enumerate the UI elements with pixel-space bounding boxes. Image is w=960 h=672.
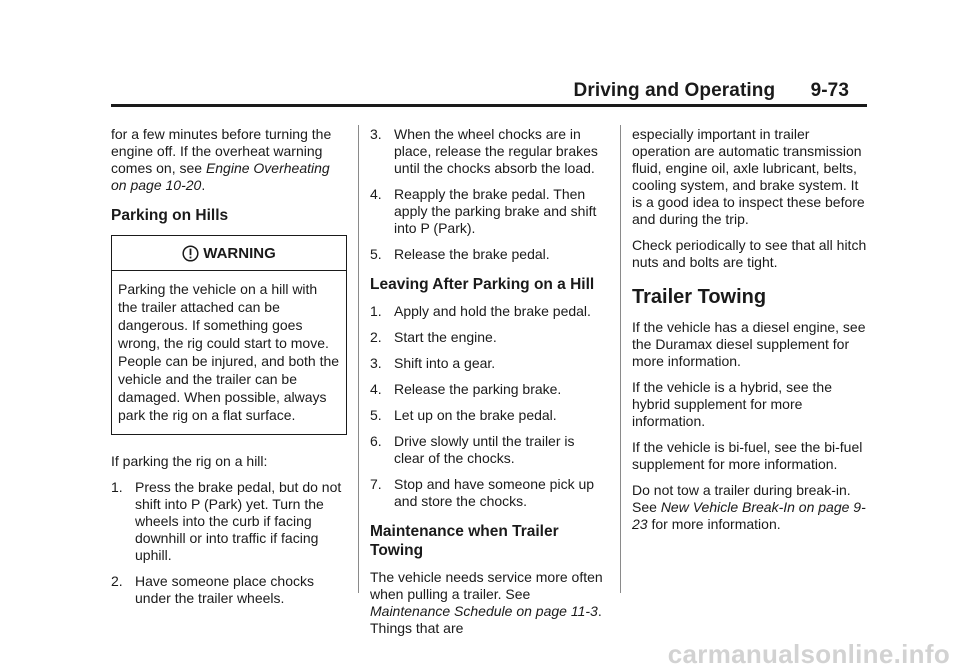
- list-item: 4. Reapply the brake pedal. Then apply the parking brake and shift into P (Park).: [370, 186, 597, 236]
- list-item: 2. Have someone place chocks under the trailer wheels.: [111, 573, 314, 606]
- warning-exclamation-icon: [182, 245, 199, 262]
- warning-body: Parking the vehicle on a hill with the trailer attached can be dangerous. If something goes wrong, the rig could start to move. People can be injured, and both the vehicle and the trailer can be damaged. When possible, always park the rig on a flat surface.: [118, 281, 340, 423]
- hill-parking-steps: [111, 479, 347, 607]
- page-number: 9-73: [810, 80, 849, 101]
- hill-parking-steps-cont: [370, 126, 606, 263]
- list-item: 5. Let up on the brake pedal.: [370, 407, 557, 423]
- new-vehicle-breakin-ref[interactable]: New Vehicle Break-In on page 9-23: [632, 499, 866, 532]
- heading-leaving-after-parking: Leaving After Parking on a Hill: [370, 276, 595, 293]
- intro-paragraph: for a few minutes before turning the engine off. If the overheat warning comes on, see Engine Overheating on page 10-20.: [111, 126, 332, 193]
- warning-box: [111, 235, 347, 435]
- list-item: 3. Shift into a gear.: [370, 355, 496, 371]
- watermark: carmanualsonline.info: [667, 639, 950, 669]
- list-item: 1. Press the brake pedal, but do not shift into P (Park) yet. Turn the wheels into the curb if facing downhill or into traffic if facing uphill.: [111, 479, 342, 563]
- hill-lead-text: If parking the rig on a hill:: [111, 453, 268, 469]
- header-rule: [111, 104, 867, 107]
- hybrid-paragraph: If the vehicle is a hybrid, see the hybrid supplement for more information.: [632, 379, 832, 429]
- warning-header: [112, 236, 346, 271]
- engine-overheating-ref[interactable]: Engine Overheating on page 10-20: [111, 160, 330, 193]
- list-item: 2. Start the engine.: [370, 329, 497, 345]
- breakin-paragraph: Do not tow a trailer during break-in. See New Vehicle Break-In on page 9-23 for more information.: [632, 482, 866, 532]
- list-item: 4. Release the parking brake.: [370, 381, 562, 397]
- column-divider-1: [358, 125, 359, 593]
- maintenance-schedule-ref[interactable]: Maintenance Schedule on page 11-3: [370, 603, 598, 619]
- diesel-paragraph: If the vehicle has a diesel engine, see the Duramax diesel supplement for more information.: [632, 319, 866, 369]
- column-divider-2: [620, 125, 621, 593]
- maintenance-continued: especially important in trailer operation are automatic transmission fluid, engine oil, axle lubricant, belts, cooling system, and brake system. It is a good idea to inspect these before and during the trip.: [632, 126, 865, 227]
- section-title: Driving and Operating: [573, 80, 776, 101]
- list-item: 5. Release the brake pedal.: [370, 246, 550, 262]
- maintenance-paragraph: The vehicle needs service more often when pulling a trailer. See Maintenance Schedule on page 11-3. Things that are: [370, 569, 603, 636]
- page-header: [574, 80, 849, 102]
- list-item: 7. Stop and have someone pick up and store the chocks.: [370, 476, 595, 509]
- heading-parking-on-hills: Parking on Hills: [111, 207, 229, 224]
- list-item: 3. When the wheel chocks are in place, release the regular brakes until the chocks absorb the load.: [370, 126, 598, 176]
- column-3: [632, 126, 868, 542]
- leaving-steps: [370, 303, 606, 510]
- column-1: [111, 126, 347, 616]
- hitch-check-paragraph: Check periodically to see that all hitch nuts and bolts are tight.: [632, 237, 867, 270]
- list-item: 1. Apply and hold the brake pedal.: [370, 303, 591, 319]
- heading-maintenance-trailer-towing: Maintenance when Trailer Towing: [370, 523, 559, 559]
- warning-title: WARNING: [203, 244, 276, 262]
- heading-trailer-towing: Trailer Towing: [632, 286, 767, 308]
- list-item: 6. Drive slowly until the trailer is clear of the chocks.: [370, 433, 575, 466]
- bifuel-paragraph: If the vehicle is bi-fuel, see the bi-fuel supplement for more information.: [632, 439, 863, 472]
- column-2: [370, 126, 606, 646]
